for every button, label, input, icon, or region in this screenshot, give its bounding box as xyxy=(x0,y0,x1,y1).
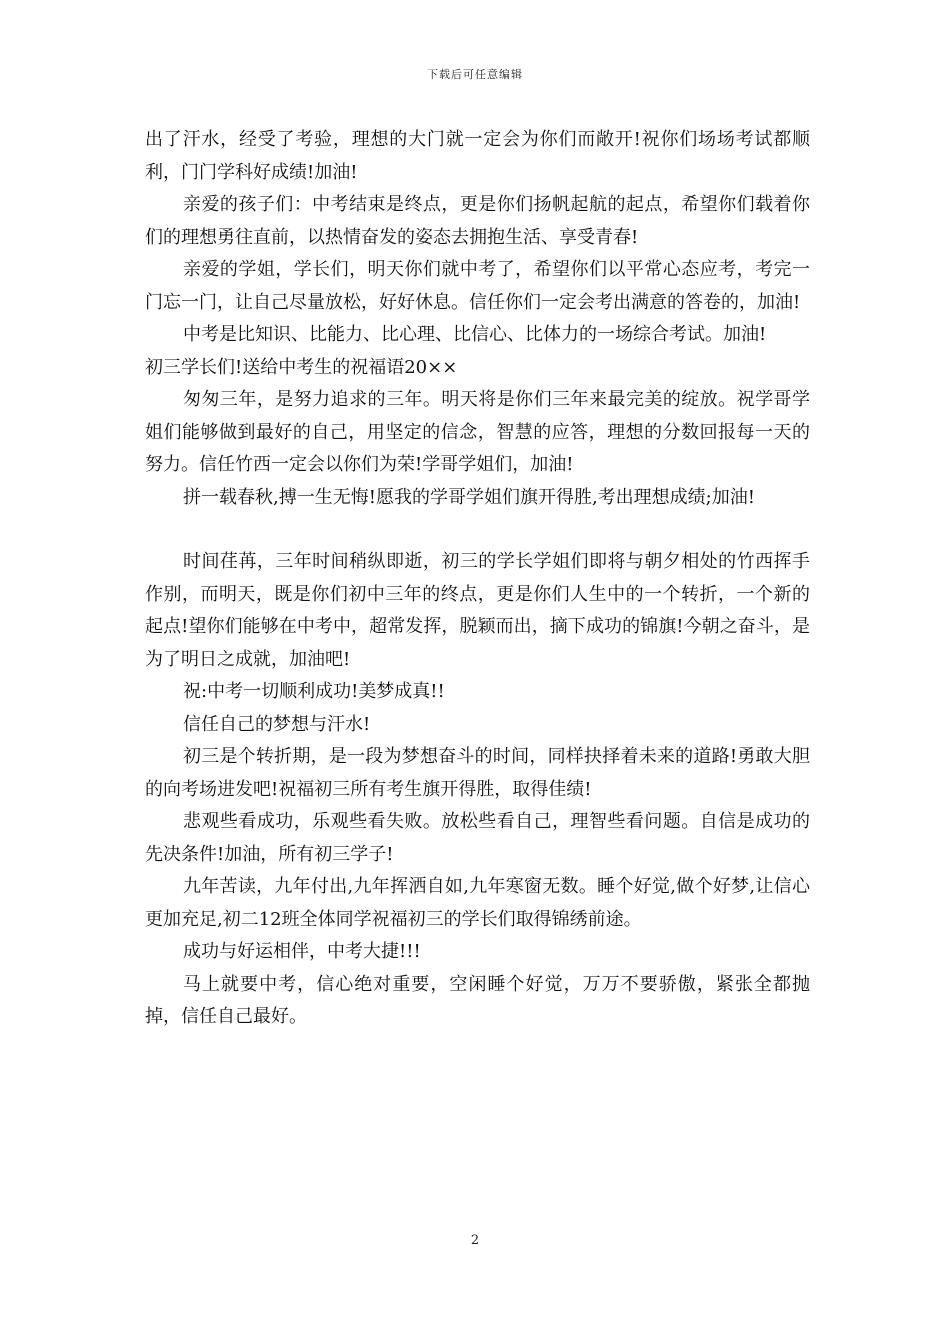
paragraph: 亲爱的孩子们：中考结束是终点，更是你们扬帆起航的起点，希望你们载着你们的理想勇往直前，以热情奋发的姿态去拥抱生活、享受青春! xyxy=(145,194,810,248)
document-body xyxy=(145,124,810,1034)
page-number: 2 xyxy=(470,1233,480,1248)
paragraph: 信任自己的梦想与汗水! xyxy=(183,713,371,735)
paragraph: 九年苦读，九年付出,九年挥洒自如,九年寒窗无数。睡个好觉,做个好梦,让信心更加充足,初二12班全体同学祝福初三的学长们取得锦绣前途。 xyxy=(145,876,810,930)
section-heading: 初三学长们!送给中考生的祝福语20×× xyxy=(145,356,458,378)
paragraph: 祝:中考一切顺利成功!美梦成真!! xyxy=(183,681,445,702)
paragraph-continuation: 出了汗水，经受了考验，理想的大门就一定会为你们而敞开!祝你们场场考试都顺利，门门学科好成绩!加油! xyxy=(145,129,810,183)
page-header-note: 下载后可任意编辑 xyxy=(427,68,523,81)
paragraph: 马上就要中考，信心绝对重要，空闲睡个好觉，万万不要骄傲，紧张全都抛掉，信任自己最好。 xyxy=(145,973,810,1027)
paragraph: 拼一载春秋,搏一生无悔!愿我的学哥学姐们旗开得胜,考出理想成绩;加油! xyxy=(183,486,755,508)
paragraph: 中考是比知识、比能力、比心理、比信心、比体力的一场综合考试。加油! xyxy=(183,324,767,345)
paragraph: 成功与好运相伴，中考大捷!!! xyxy=(183,941,421,962)
paragraph: 悲观些看成功，乐观些看失败。放松些看自己，理智些看问题。自信是成功的先决条件!加油，所有初三学子! xyxy=(145,811,810,865)
paragraph: 匆匆三年，是努力追求的三年。明天将是你们三年来最完美的绽放。祝学哥学姐们能够做到最好的自己，用坚定的信念，智慧的应答，理想的分数回报每一天的努力。信任竹西一定会以你们为荣!学哥学姐们，加油! xyxy=(145,389,810,475)
paragraph: 亲爱的学姐，学长们，明天你们就中考了，希望你们以平常心态应考，考完一门忘一门，让自己尽量放松，好好休息。信任你们一定会考出满意的答卷的，加油! xyxy=(145,259,810,313)
paragraph: 初三是个转折期，是一段为梦想奋斗的时间，同样抉择着未来的道路!勇敢大胆的向考场进发吧!祝福初三所有考生旗开得胜，取得佳绩! xyxy=(145,746,810,800)
paragraph: 时间荏苒，三年时间稍纵即逝，初三的学长学姐们即将与朝夕相处的竹西挥手作别，而明天，既是你们初中三年的终点，更是你们人生中的一个转折，一个新的起点!望你们能够在中考中，超常发挥，脱颖而出，摘下成功的锦旗!今朝之奋斗，是为了明日之成就，加油吧! xyxy=(145,551,810,670)
